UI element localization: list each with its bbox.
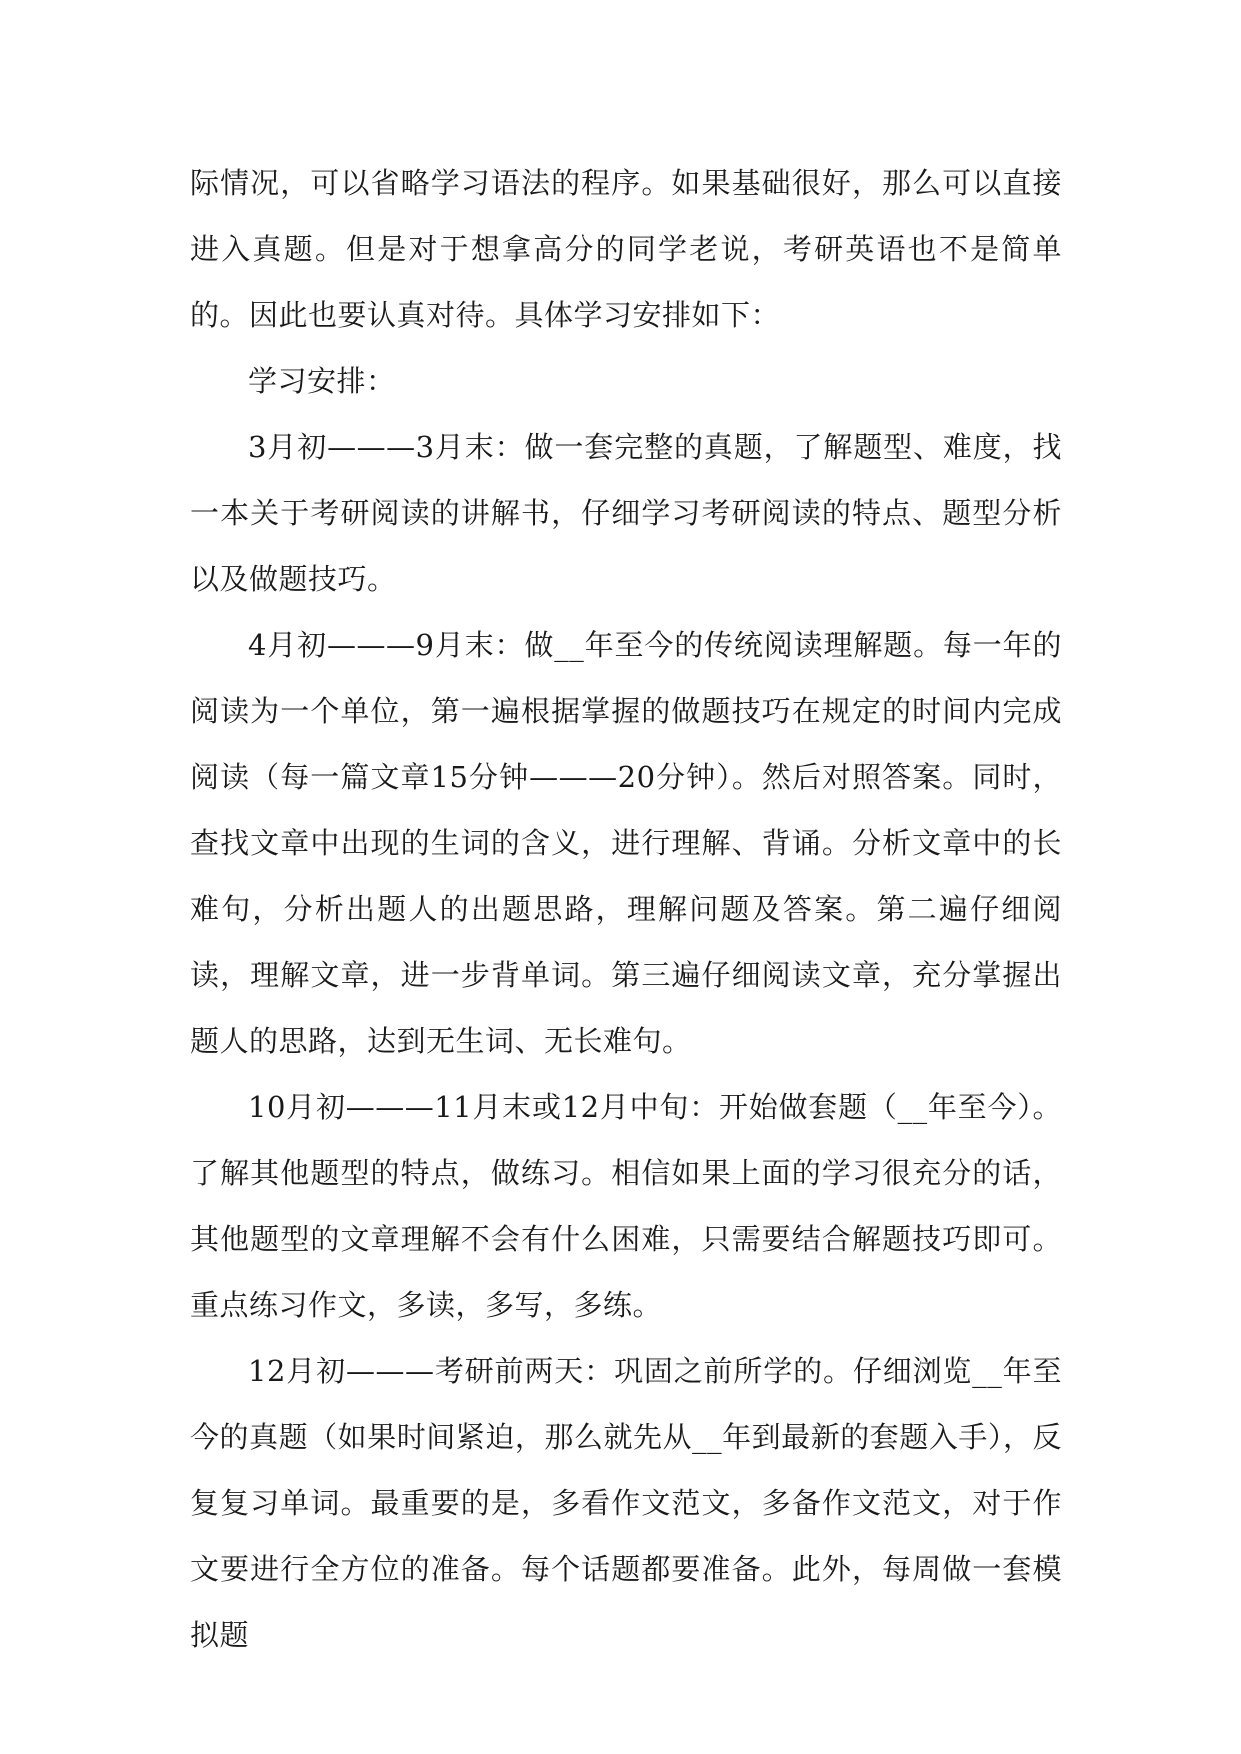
document-body xyxy=(190,150,1062,1668)
paragraph-december-plan: 12月初———考研前两天：巩固之前所学的。仔细浏览__年至今的真题（如果时间紧迫，那么就先从__年到最新的套题入手），反复复习单词。最重要的是，多看作文范文，多备作文范文，对于作文要进行全方位的准备。每个话题都要准备。此外，每周做一套模拟题 xyxy=(190,1354,1062,1652)
paragraph-study-plan-heading: 学习安排： xyxy=(248,364,396,398)
paragraph-october-november-plan: 10月初———11月末或12月中旬：开始做套题（__年至今）。了解其他题型的特点，做练习。相信如果上面的学习很充分的话，其他题型的文章理解不会有什么困难，只需要结合解题技巧即可。重点练习作文，多读，多写，多练。 xyxy=(190,1090,1062,1322)
paragraph-continuation: 际情况，可以省略学习语法的程序。如果基础很好，那么可以直接进入真题。但是对于想拿高分的同学老说，考研英语也不是简单的。因此也要认真对待。具体学习安排如下： xyxy=(190,166,1062,332)
paragraph-march-plan: 3月初———3月末：做一套完整的真题，了解题型、难度，找一本关于考研阅读的讲解书，仔细学习考研阅读的特点、题型分析以及做题技巧。 xyxy=(190,430,1062,596)
paragraph-april-september-plan: 4月初———9月末：做__年至今的传统阅读理解题。每一年的阅读为一个单位，第一遍根据掌握的做题技巧在规定的时间内完成阅读（每一篇文章15分钟———20分钟）。然后对照答案。同时，查找文章中出现的生词的含义，进行理解、背诵。分析文章中的长难句，分析出题人的出题思路，理解问题及答案。第二遍仔细阅读，理解文章，进一步背单词。第三遍仔细阅读文章，充分掌握出题人的思路，达到无生词、无长难句。 xyxy=(190,628,1062,1058)
